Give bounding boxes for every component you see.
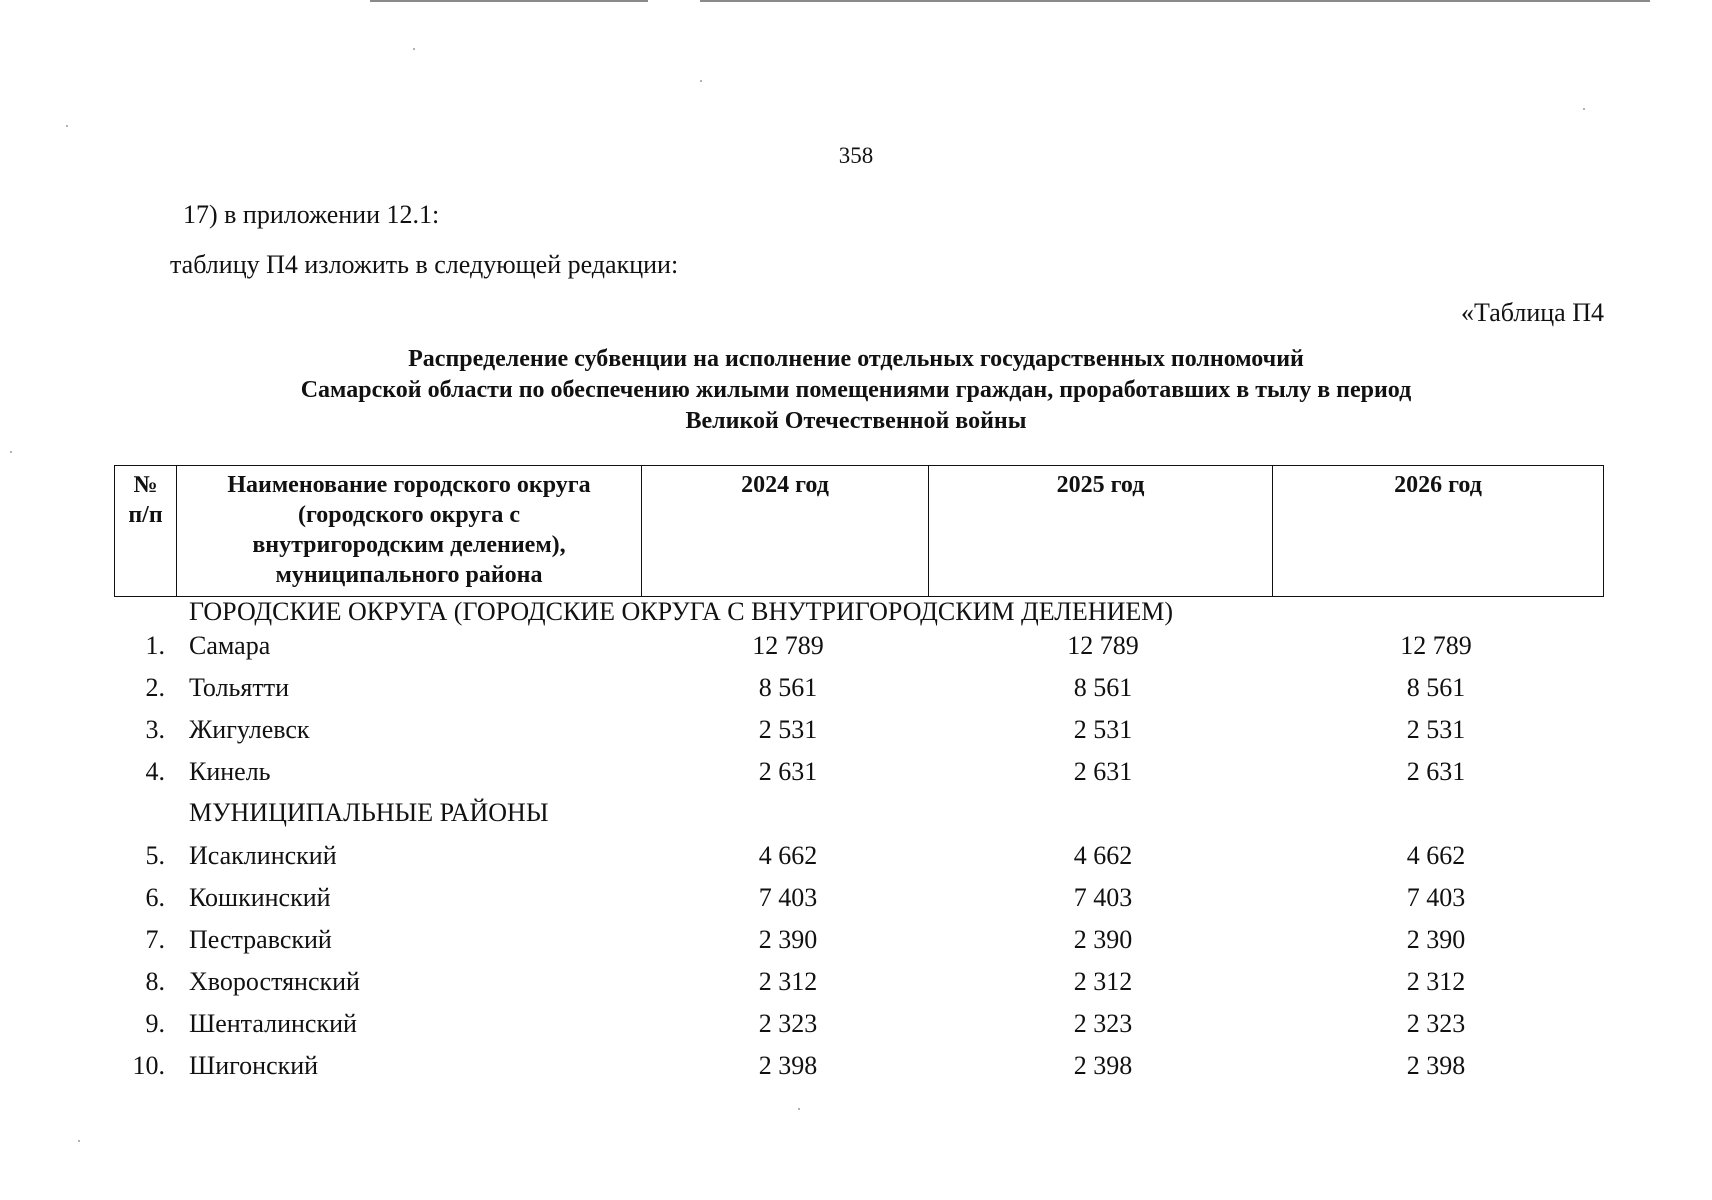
row-number: 1. [145, 631, 165, 660]
row-number: 4. [145, 757, 165, 786]
table-header [114, 465, 1604, 597]
table-row [0, 925, 1712, 967]
header-text: Наименование городского округа [227, 472, 591, 498]
header-text: 2024 год [741, 472, 829, 498]
header-name [177, 466, 642, 596]
value-2024: 2 390 [758, 925, 818, 954]
row-name: Кошкинский [189, 883, 331, 912]
value-2024: 2 312 [758, 967, 818, 996]
row-number: 8. [145, 967, 165, 996]
value-2026: 2 631 [1406, 757, 1466, 786]
table-row [0, 883, 1712, 925]
section-heading-city-districts: ГОРОДСКИЕ ОКРУГА (ГОРОДСКИЕ ОКРУГА С ВНУТРИГОРОДСКИМ ДЕЛЕНИЕМ) [189, 597, 1174, 626]
row-number: 2. [145, 673, 165, 702]
value-2025: 7 403 [1073, 883, 1133, 912]
table-reference: «Таблица П4 [1461, 298, 1604, 327]
value-2025: 4 662 [1073, 841, 1133, 870]
value-2026: 7 403 [1406, 883, 1466, 912]
value-2025: 2 323 [1073, 1009, 1133, 1038]
row-name: Кинель [189, 757, 271, 786]
value-2024: 4 662 [758, 841, 818, 870]
header-text: п/п [128, 502, 163, 528]
header-number [115, 466, 177, 596]
scan-speck [413, 48, 415, 50]
header-text: 2026 год [1394, 472, 1482, 498]
amendment-instruction: таблицу П4 изложить в следующей редакции: [170, 250, 679, 279]
title-line: Великой Отечественной войны [685, 408, 1027, 434]
value-2024: 2 323 [758, 1009, 818, 1038]
header-2025 [929, 466, 1273, 596]
scan-speck [78, 1140, 80, 1142]
header-text: № [133, 472, 158, 498]
row-number: 5. [145, 841, 165, 870]
table-row [0, 631, 1712, 673]
value-2026: 2 312 [1406, 967, 1466, 996]
row-number: 10. [132, 1051, 165, 1080]
row-name: Исаклинский [189, 841, 337, 870]
table-row [0, 967, 1712, 1009]
value-2024: 8 561 [758, 673, 818, 702]
row-name: Тольятти [189, 673, 290, 702]
scan-speck [1583, 108, 1585, 110]
value-2026: 2 531 [1406, 715, 1466, 744]
scan-border-line [370, 0, 648, 2]
row-name: Хворостянский [189, 967, 360, 996]
row-number: 7. [145, 925, 165, 954]
table-row [0, 841, 1712, 883]
value-2026: 2 323 [1406, 1009, 1466, 1038]
header-2026 [1273, 466, 1603, 596]
value-2026: 2 398 [1406, 1051, 1466, 1080]
value-2025: 2 312 [1073, 967, 1133, 996]
value-2026: 4 662 [1406, 841, 1466, 870]
header-text: 2025 год [1056, 472, 1145, 498]
row-name: Шигонский [189, 1051, 319, 1080]
section-heading-municipal-districts: МУНИЦИПАЛЬНЫЕ РАЙОНЫ [189, 798, 549, 827]
row-number: 9. [145, 1009, 165, 1038]
row-name: Самара [189, 631, 271, 660]
scan-speck [10, 451, 12, 453]
table-row [0, 757, 1712, 799]
header-text: внутригородским делением), [252, 532, 566, 558]
value-2026: 8 561 [1406, 673, 1466, 702]
value-2024: 2 531 [758, 715, 818, 744]
title-line: Самарской области по обеспечению жилыми помещениями граждан, проработавших в тылу в период [300, 377, 1412, 403]
scan-border-line [700, 0, 1650, 2]
value-2024: 7 403 [758, 883, 818, 912]
value-2025: 8 561 [1073, 673, 1133, 702]
table-row [0, 673, 1712, 715]
value-2024: 12 789 [752, 631, 824, 660]
value-2025: 2 631 [1073, 757, 1133, 786]
page-number: 358 [838, 143, 874, 168]
scan-speck [66, 125, 68, 127]
value-2024: 2 631 [758, 757, 818, 786]
table-row [0, 1051, 1712, 1093]
row-number: 3. [145, 715, 165, 744]
value-2025: 2 398 [1073, 1051, 1133, 1080]
table-row [0, 1009, 1712, 1051]
header-text: (городского округа с [298, 502, 520, 528]
table-title [0, 344, 1712, 437]
scan-speck [798, 1108, 800, 1110]
header-text: муниципального района [275, 562, 543, 588]
row-name: Шенталинский [189, 1009, 357, 1038]
row-number: 6. [145, 883, 165, 912]
title-line: Распределение субвенции на исполнение отдельных государственных полномочий [408, 346, 1304, 372]
amendment-point: 17) в приложении 12.1: [183, 200, 440, 229]
header-2024 [642, 466, 929, 596]
value-2024: 2 398 [758, 1051, 818, 1080]
row-name: Жигулевск [189, 715, 310, 744]
table-row [0, 715, 1712, 757]
value-2026: 2 390 [1406, 925, 1466, 954]
value-2025: 12 789 [1067, 631, 1139, 660]
value-2026: 12 789 [1400, 631, 1472, 660]
row-name: Пестравский [189, 925, 332, 954]
scan-speck [700, 80, 702, 82]
value-2025: 2 390 [1073, 925, 1133, 954]
value-2025: 2 531 [1073, 715, 1133, 744]
